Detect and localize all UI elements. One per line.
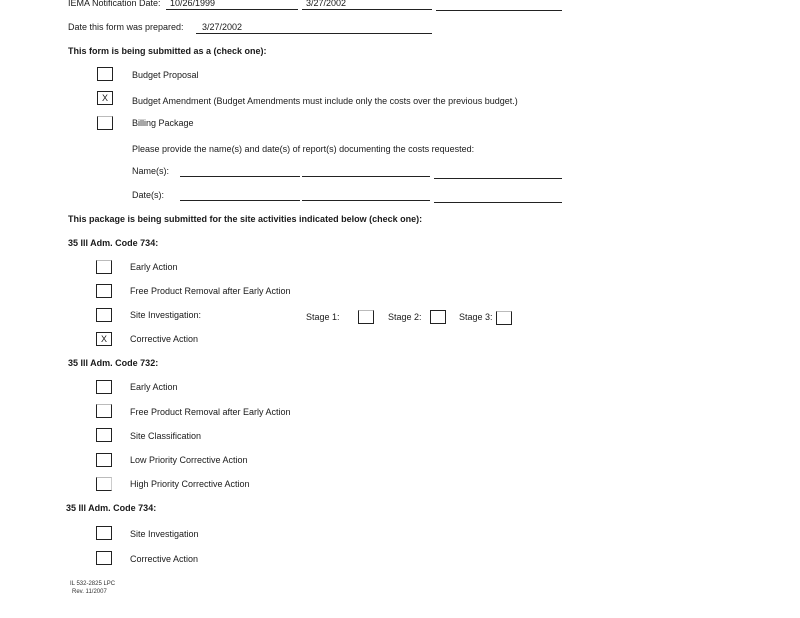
s734-corrective-action-checkbox[interactable]: X [96, 332, 112, 346]
stage-3-checkbox[interactable] [496, 311, 512, 325]
dates-label: Date(s): [132, 190, 165, 200]
s732-site-classification-checkbox[interactable] [96, 428, 112, 442]
s732-low-priority-label: Low Priority Corrective Action [130, 455, 248, 465]
s732-early-action-checkbox[interactable] [96, 380, 112, 394]
name-field-2[interactable] [302, 176, 430, 177]
date-field-3[interactable] [434, 202, 562, 203]
s732-high-priority-label: High Priority Corrective Action [130, 479, 250, 489]
prepared-date-value: 3/27/2002 [202, 22, 243, 32]
stage-3-label: Stage 3: [459, 312, 493, 322]
date-field-2[interactable] [302, 200, 430, 201]
notification-date-line-3 [436, 10, 562, 11]
billing-package-checkbox[interactable] [97, 116, 113, 130]
section-732-code: 35 Ill Adm. Code 732: [68, 358, 159, 368]
s734b-site-investigation-label: Site Investigation [130, 529, 199, 539]
submission-heading: This form is being submitted as a (check one): [68, 46, 267, 56]
stage-2-checkbox[interactable] [430, 310, 446, 324]
billing-package-label: Billing Package [132, 118, 194, 128]
s734-site-investigation-label: Site Investigation: [130, 310, 202, 320]
name-field-3[interactable] [434, 178, 562, 179]
section-734-code-2: 35 Ill Adm. Code 734: [66, 503, 157, 513]
names-label: Name(s): [132, 166, 170, 176]
stage-2-label: Stage 2: [388, 312, 422, 322]
form-revision: Rev. 11/2007 [72, 589, 107, 595]
notification-date-value-2: 3/27/2002 [306, 0, 347, 8]
notification-date-line [166, 9, 298, 10]
s734-early-action-checkbox[interactable] [96, 260, 112, 274]
s732-free-product-checkbox[interactable] [96, 404, 112, 418]
s734-site-investigation-checkbox[interactable] [96, 308, 112, 322]
report-instruction: Please provide the name(s) and date(s) of report(s) documenting the costs requested: [132, 144, 475, 154]
section-734-code: 35 Ill Adm. Code 734: [68, 238, 159, 248]
s732-free-product-label: Free Product Removal after Early Action [130, 407, 291, 417]
budget-proposal-checkbox[interactable] [97, 67, 113, 81]
notification-date-label: IEMA Notification Date: [68, 0, 161, 8]
prepared-date-line [196, 33, 432, 34]
s734-free-product-label: Free Product Removal after Early Action [130, 286, 291, 296]
name-field-1[interactable] [180, 176, 300, 177]
s734b-corrective-action-checkbox[interactable] [96, 551, 112, 565]
budget-proposal-label: Budget Proposal [132, 70, 199, 80]
budget-amendment-checkbox[interactable]: X [97, 91, 113, 105]
stage-1-label: Stage 1: [306, 312, 340, 322]
s732-high-priority-checkbox[interactable] [96, 477, 112, 491]
stage-1-checkbox[interactable] [358, 310, 374, 324]
notification-date-value: 10/26/1999 [170, 0, 216, 8]
activities-heading: This package is being submitted for the site activities indicated below (check one): [68, 214, 423, 224]
budget-amendment-label: Budget Amendment (Budget Amendments must include only the costs over the previous budget.) [132, 96, 518, 106]
s734b-corrective-action-label: Corrective Action [130, 554, 199, 564]
s734-free-product-checkbox[interactable] [96, 284, 112, 298]
s732-low-priority-checkbox[interactable] [96, 453, 112, 467]
s734-corrective-action-label: Corrective Action [130, 334, 199, 344]
notification-date-line-2 [302, 9, 432, 10]
date-field-1[interactable] [180, 200, 300, 201]
s732-early-action-label: Early Action [130, 382, 178, 392]
s732-site-classification-label: Site Classification [130, 431, 202, 441]
form-number: IL 532-2825 LPC [70, 581, 116, 587]
prepared-date-label: Date this form was prepared: [68, 22, 184, 32]
s734-early-action-label: Early Action [130, 262, 178, 272]
s734b-site-investigation-checkbox[interactable] [96, 526, 112, 540]
